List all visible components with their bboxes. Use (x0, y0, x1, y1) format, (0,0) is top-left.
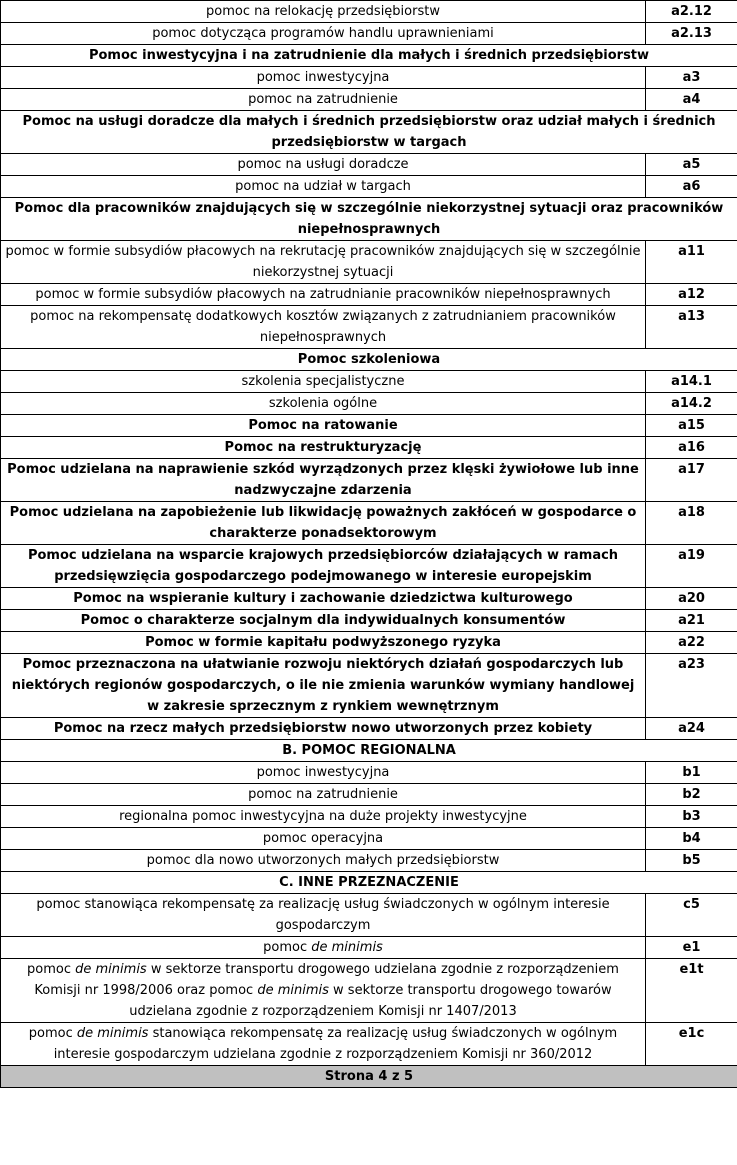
aid-code: a16 (646, 437, 737, 459)
page-number: Strona 4 z 5 (1, 1066, 737, 1088)
aid-description: pomoc dotycząca programów handlu uprawnieniami (1, 23, 646, 45)
aid-description (1, 959, 646, 1023)
aid-code: c5 (646, 894, 737, 937)
aid-code: a21 (646, 610, 737, 632)
aid-description: pomoc dla nowo utworzonych małych przedsiębiorstw (1, 850, 646, 872)
aid-code: a14.1 (646, 371, 737, 393)
table-row (1, 1, 737, 23)
aid-description: pomoc na zatrudnienie (1, 784, 646, 806)
aid-code: a22 (646, 632, 737, 654)
aid-description: Pomoc na rzecz małych przedsiębiorstw nowo utworzonych przez kobiety (1, 718, 646, 740)
table-row (1, 89, 737, 111)
aid-code: a6 (646, 176, 737, 198)
text-fragment: pomoc (263, 940, 312, 955)
section-header-row (1, 198, 737, 241)
aid-description (1, 937, 646, 959)
table-row (1, 959, 737, 1023)
italic-term: de minimis (75, 962, 147, 977)
aid-code: a12 (646, 284, 737, 306)
aid-description: pomoc inwestycyjna (1, 67, 646, 89)
aid-code: b3 (646, 806, 737, 828)
section-header: C. INNE PRZEZNACZENIE (1, 872, 737, 894)
section-header: Pomoc inwestycyjna i na zatrudnienie dla małych i średnich przedsiębiorstw (1, 45, 737, 67)
aid-code: a5 (646, 154, 737, 176)
aid-description: pomoc na rekompensatę dodatkowych kosztów związanych z zatrudnianiem pracowników niepełnosprawnych (1, 306, 646, 349)
aid-code: a2.12 (646, 1, 737, 23)
aid-code: e1t (646, 959, 737, 1023)
table-row (1, 806, 737, 828)
table-row (1, 459, 737, 502)
table-row (1, 67, 737, 89)
aid-code: a24 (646, 718, 737, 740)
aid-code: a23 (646, 654, 737, 718)
aid-description: pomoc w formie subsydiów płacowych na zatrudnianie pracowników niepełnosprawnych (1, 284, 646, 306)
table-row (1, 241, 737, 284)
table-row (1, 154, 737, 176)
aid-code: a14.2 (646, 393, 737, 415)
aid-description: pomoc inwestycyjna (1, 762, 646, 784)
section-header-row (1, 349, 737, 371)
table-row (1, 176, 737, 198)
aid-description: pomoc stanowiąca rekompensatę za realizację usług świadczonych w ogólnym interesie gospodarczym (1, 894, 646, 937)
text-fragment: pomoc (28, 1026, 77, 1041)
table-row (1, 545, 737, 588)
aid-description: Pomoc przeznaczona na ułatwianie rozwoju niektórych działań gospodarczych lub niektórych regionów gospodarczych, o ile nie zmienia warunków wymiany handlowej w zakresie sprzecznym z rynkiem wewnętrznym (1, 654, 646, 718)
aid-description: pomoc na udział w targach (1, 176, 646, 198)
table-row (1, 850, 737, 872)
aid-description (1, 1023, 646, 1066)
aid-code: a4 (646, 89, 737, 111)
table-row (1, 393, 737, 415)
section-header: Pomoc na usługi doradcze dla małych i średnich przedsiębiorstw oraz udział małych i średnich przedsiębiorstw w targach (1, 111, 737, 154)
aid-description: regionalna pomoc inwestycyjna na duże projekty inwestycyjne (1, 806, 646, 828)
section-header: Pomoc dla pracowników znajdujących się w szczególnie niekorzystnej sytuacji oraz pracowników niepełnosprawnych (1, 198, 737, 241)
table-row (1, 437, 737, 459)
aid-code: b1 (646, 762, 737, 784)
section-header-row (1, 740, 737, 762)
section-header: Pomoc szkoleniowa (1, 349, 737, 371)
table-row (1, 762, 737, 784)
table-row (1, 784, 737, 806)
aid-code: a17 (646, 459, 737, 502)
aid-description: Pomoc na restrukturyzację (1, 437, 646, 459)
text-fragment: w sektorze transportu drogowego towarów udzielana zgodnie z rozporządzeniem Komisji nr 1407/2013 (129, 983, 612, 1019)
table-row (1, 306, 737, 349)
aid-code: a2.13 (646, 23, 737, 45)
aid-description: Pomoc na wspieranie kultury i zachowanie dziedzictwa kulturowego (1, 588, 646, 610)
table-row (1, 632, 737, 654)
aid-description: Pomoc o charakterze socjalnym dla indywidualnych konsumentów (1, 610, 646, 632)
text-fragment: w sektorze transportu drogowego udzielana zgodnie z rozporządzeniem Komisji nr 1998/2006 oraz pomoc (34, 962, 619, 998)
aid-description: Pomoc na ratowanie (1, 415, 646, 437)
table-row (1, 284, 737, 306)
aid-code: a19 (646, 545, 737, 588)
aid-code: b2 (646, 784, 737, 806)
aid-description: Pomoc udzielana na wsparcie krajowych przedsiębiorców działających w ramach przedsięwzięcia gospodarczego podejmowanego w interesie europejskim (1, 545, 646, 588)
aid-code: e1 (646, 937, 737, 959)
aid-description: pomoc operacyjna (1, 828, 646, 850)
aid-description: Pomoc udzielana na zapobieżenie lub likwidację poważnych zakłóceń w gospodarce o charakterze ponadsektorowym (1, 502, 646, 545)
italic-term: de minimis (311, 940, 383, 955)
aid-code: e1c (646, 1023, 737, 1066)
table-row (1, 371, 737, 393)
section-header-row (1, 45, 737, 67)
aid-code: a20 (646, 588, 737, 610)
aid-description: pomoc w formie subsydiów płacowych na rekrutację pracowników znajdujących się w szczególnie niekorzystnej sytuacji (1, 241, 646, 284)
aid-code: a15 (646, 415, 737, 437)
table-row (1, 415, 737, 437)
text-fragment: pomoc (27, 962, 76, 977)
aid-description: Pomoc w formie kapitału podwyższonego ryzyka (1, 632, 646, 654)
table-row (1, 937, 737, 959)
aid-code: a11 (646, 241, 737, 284)
table-row (1, 828, 737, 850)
aid-description: pomoc na relokację przedsiębiorstw (1, 1, 646, 23)
table-row (1, 718, 737, 740)
table-row (1, 23, 737, 45)
italic-term: de minimis (257, 983, 329, 998)
aid-description: pomoc na usługi doradcze (1, 154, 646, 176)
table-row (1, 502, 737, 545)
page-footer-row (1, 1066, 737, 1088)
table-row (1, 894, 737, 937)
aid-code: a3 (646, 67, 737, 89)
italic-term: de minimis (76, 1026, 149, 1041)
section-header-row (1, 872, 737, 894)
aid-code: b5 (646, 850, 737, 872)
table-row (1, 1023, 737, 1066)
aid-description: pomoc na zatrudnienie (1, 89, 646, 111)
text-fragment: stanowiąca rekompensatę za realizację usług świadczonych w ogólnym interesie gospodarczym udzielana zgodnie z rozporządzeniem Komisji nr 360/2012 (53, 1026, 618, 1062)
aid-code: a13 (646, 306, 737, 349)
aid-description: Pomoc udzielana na naprawienie szkód wyrządzonych przez klęski żywiołowe lub inne nadzwyczajne zdarzenia (1, 459, 646, 502)
aid-code: b4 (646, 828, 737, 850)
table-row (1, 654, 737, 718)
section-header: B. POMOC REGIONALNA (1, 740, 737, 762)
aid-code: a18 (646, 502, 737, 545)
aid-description: szkolenia specjalistyczne (1, 371, 646, 393)
table-row (1, 610, 737, 632)
aid-description: szkolenia ogólne (1, 393, 646, 415)
table-row (1, 588, 737, 610)
section-header-row (1, 111, 737, 154)
